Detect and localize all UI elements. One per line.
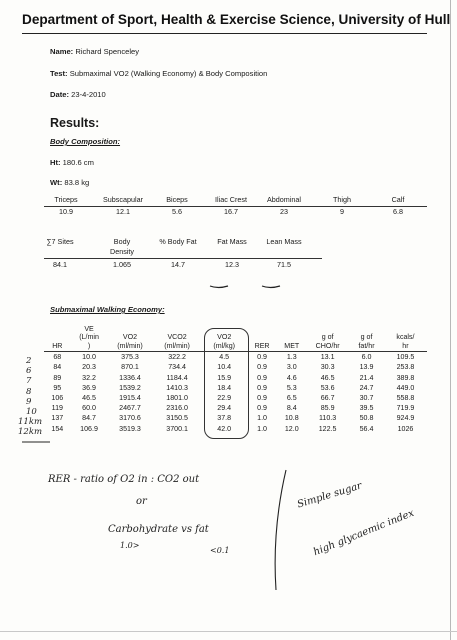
- summary-header: Lean Mass: [266, 237, 302, 246]
- name-value: Richard Spenceley: [75, 47, 140, 56]
- carb-note: Carbohydrate vs fat: [108, 524, 209, 535]
- table-cell: 106: [51, 394, 64, 403]
- table-cell: 719.9: [396, 404, 415, 413]
- table-cell: 154: [51, 424, 64, 433]
- col-header: g of: [360, 333, 373, 342]
- table-cell: 322.2: [168, 353, 186, 362]
- col-header-units: (ml/kg): [202, 342, 247, 352]
- table-cell: 2467.7: [119, 404, 141, 413]
- table-cell: 46.5: [320, 373, 335, 382]
- speed-label: 10: [26, 407, 37, 417]
- table-cell: 8.4: [286, 404, 297, 413]
- table-cell: 6.0: [361, 353, 372, 362]
- table-cell: 110.3: [318, 414, 337, 423]
- table-cell: 10.0: [82, 353, 96, 362]
- table-cell: 85.9: [320, 404, 335, 413]
- col-header: kcals/: [396, 333, 415, 342]
- table-cell: 13.1: [320, 353, 335, 362]
- table-cell: 3170.6: [119, 414, 141, 423]
- summary-header: ∑7 Sites: [46, 237, 74, 246]
- divider-stroke: [275, 470, 286, 590]
- skinfold-header: Calf: [391, 195, 405, 204]
- table-cell: 37.8: [217, 414, 232, 423]
- skinfold-header: Subscapular: [103, 195, 143, 204]
- table-cell: 89: [53, 373, 62, 382]
- summary-header: Density: [110, 247, 134, 256]
- col-header: VO2: [122, 333, 138, 342]
- skinfold-header: Thigh: [333, 195, 351, 204]
- table-cell: 21.4: [359, 373, 374, 382]
- walking-economy-heading: Submaximal Walking Economy:: [50, 305, 165, 314]
- table-cell: 15.9: [217, 373, 232, 382]
- table-cell: 12.0: [284, 424, 299, 433]
- table-cell: 106.9: [80, 424, 98, 433]
- speed-label: 7: [26, 376, 32, 387]
- skinfold-value: 16.7: [224, 207, 238, 216]
- table-cell: 3700.1: [166, 424, 188, 433]
- summary-value: 14.7: [171, 260, 185, 269]
- table-cell: 924.9: [396, 414, 415, 423]
- table-cell: 449.0: [396, 383, 415, 392]
- summary-header: Fat Mass: [217, 237, 247, 246]
- table-cell: 1.3: [286, 353, 297, 362]
- table-cell: 56.4: [359, 424, 374, 433]
- table-cell: 32.2: [82, 373, 96, 382]
- table-cell: 0.9: [257, 363, 268, 372]
- col-header-units: hr: [384, 342, 427, 352]
- table-cell: 53.6: [320, 383, 335, 392]
- table-cell: 1.0: [257, 424, 268, 433]
- col-header: VE (L/min: [79, 325, 99, 342]
- summary-value: 1.065: [113, 260, 131, 269]
- table-cell: 1915.4: [119, 394, 141, 403]
- skinfold-value: 6.8: [393, 207, 403, 216]
- skinfold-value: 23: [280, 207, 288, 216]
- table-cell: 4.5: [219, 353, 230, 362]
- table-cell: 253.8: [396, 363, 415, 372]
- speed-label: 11km: [18, 417, 43, 428]
- table-cell: 68: [53, 353, 62, 362]
- col-header-units: RER: [247, 342, 278, 352]
- table-cell: 1336.4: [119, 373, 141, 382]
- name-label: Name:: [50, 47, 74, 56]
- test-label: Test:: [50, 69, 68, 78]
- table-cell: 84: [53, 363, 62, 372]
- table-cell: 1184.4: [166, 373, 188, 382]
- skinfold-header: Iliac Crest: [215, 195, 247, 204]
- rer-note: RER - ratio of O2 in : CO2 out: [48, 474, 200, 485]
- table-cell: 0.9: [257, 394, 268, 403]
- speed-label: 8: [26, 386, 32, 397]
- table-cell: 10.8: [284, 414, 299, 423]
- col-header-units: ): [71, 342, 108, 352]
- table-cell: 1.0: [257, 414, 268, 423]
- table-cell: 42.0: [217, 424, 232, 433]
- table-cell: 0.9: [257, 353, 268, 362]
- table-cell: 3150.5: [166, 414, 188, 423]
- summary-header: % Body Fat: [159, 237, 197, 246]
- skinfold-value: 10.9: [59, 207, 73, 216]
- table-cell: 18.4: [217, 383, 232, 392]
- table-cell: 29.4: [217, 404, 232, 413]
- col-header-units: MET: [277, 342, 306, 352]
- summary-value: 71.5: [277, 260, 291, 269]
- test-value: Submaximal VO2 (Walking Economy) & Body Composition: [69, 69, 268, 78]
- table-cell: 10.4: [217, 363, 232, 372]
- table-cell: 137: [51, 414, 64, 423]
- table-cell: 60.0: [82, 404, 96, 413]
- table-cell: 50.8: [359, 414, 374, 423]
- body-composition-heading: Body Composition:: [50, 137, 121, 146]
- fat-mass-underline: [210, 286, 228, 288]
- table-cell: 84.7: [82, 414, 96, 423]
- col-header-units: CHO/hr: [306, 342, 349, 352]
- table-cell: 122.5: [318, 424, 337, 433]
- table-cell: 20.3: [82, 363, 96, 372]
- col-header-units: HR: [44, 342, 71, 352]
- summary-value: 12.3: [225, 260, 239, 269]
- table-cell: 3519.3: [119, 424, 141, 433]
- table-cell: 0.9: [257, 373, 268, 382]
- speed-label: 2: [26, 356, 32, 366]
- weight-label: Wt:: [50, 178, 63, 187]
- table-cell: 109.5: [396, 353, 415, 362]
- simple-sugar-note: Simple sugar: [296, 480, 364, 511]
- speed-label: 9: [26, 396, 32, 407]
- table-cell: 4.6: [286, 373, 297, 382]
- skinfold-value: 12.1: [116, 207, 130, 216]
- col-header: VO2: [217, 333, 232, 342]
- table-cell: 1801.0: [166, 394, 188, 403]
- table-cell: 3.0: [286, 363, 297, 372]
- table-cell: 2316.0: [166, 404, 188, 413]
- col-header-units: (ml/min): [107, 342, 152, 352]
- table-cell: 24.7: [359, 383, 374, 392]
- table-cell: 1026: [397, 424, 414, 433]
- table-cell: 5.3: [286, 383, 297, 392]
- table-cell: 734.4: [168, 363, 186, 372]
- table-cell: 30.7: [359, 394, 374, 403]
- date-label: Date:: [50, 90, 69, 99]
- col-header: VCO2: [167, 333, 187, 342]
- skinfold-header: Triceps: [54, 195, 78, 204]
- table-cell: 66.7: [320, 394, 335, 403]
- carb-ratio-high: 1.0>: [120, 541, 140, 550]
- skinfold-value: 5.6: [172, 207, 182, 216]
- summary-value: 84.1: [53, 260, 67, 269]
- or-note: or: [136, 496, 147, 507]
- height-value: 180.6 cm: [62, 158, 94, 167]
- table-cell: 1410.3: [166, 383, 188, 392]
- date-value: 23-4-2010: [71, 90, 106, 99]
- table-cell: 95: [53, 383, 62, 392]
- results-heading: Results:: [50, 116, 100, 130]
- fat-ratio-low: <0.1: [210, 546, 230, 555]
- table-cell: 0.9: [257, 404, 268, 413]
- summary-header: Body: [113, 237, 131, 246]
- col-header-units: (ml/min): [153, 342, 202, 352]
- col-header-units: fat/hr: [349, 342, 384, 352]
- department-header: Department of Sport, Health & Exercise Science, University of Hull: [22, 12, 451, 27]
- table-cell: 389.8: [396, 373, 415, 382]
- speed-label: 12km: [18, 427, 43, 438]
- lean-mass-underline: [262, 286, 280, 288]
- skinfold-value: 9: [340, 207, 344, 216]
- table-cell: 22.9: [217, 394, 232, 403]
- table-cell: 558.8: [396, 394, 415, 403]
- glycaemic-note: high glycaemic index: [312, 507, 416, 559]
- height-label: Ht:: [50, 158, 61, 167]
- table-cell: 0.9: [257, 383, 268, 392]
- speed-label: 6: [26, 366, 32, 377]
- table-cell: 30.3: [320, 363, 335, 372]
- table-cell: 36.9: [82, 383, 96, 392]
- table-cell: 46.5: [82, 394, 96, 403]
- table-cell: 870.1: [121, 363, 139, 372]
- table-cell: 6.5: [286, 394, 297, 403]
- table-cell: 375.3: [121, 353, 139, 362]
- skinfold-header: Abdominal: [267, 195, 301, 204]
- table-cell: 1539.2: [119, 383, 141, 392]
- col-header: g of: [321, 333, 334, 342]
- weight-value: 83.8 kg: [64, 178, 90, 187]
- skinfold-header: Biceps: [166, 195, 188, 204]
- table-cell: 13.9: [359, 363, 374, 372]
- table-cell: 39.5: [359, 404, 374, 413]
- table-cell: 119: [51, 404, 63, 413]
